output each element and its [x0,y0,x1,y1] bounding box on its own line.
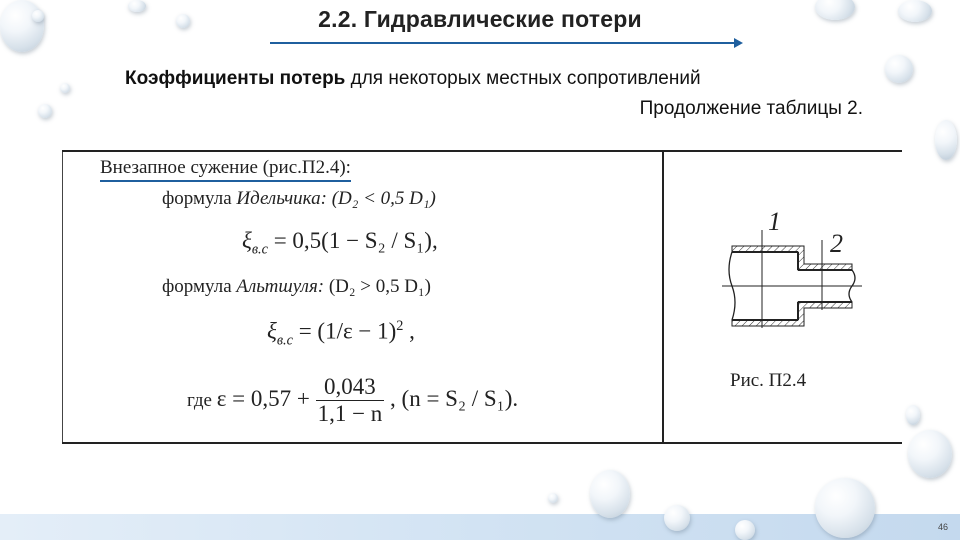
formula2-end: , [403,318,415,344]
formula1-rhs: = 0,5(1 − S₂ / S₁), [267,228,438,253]
figure-label-1: 1 [768,207,781,236]
formula2-subscript: в.с [276,332,293,349]
formula2-label: формула [162,276,237,297]
subtitle-bold-text: Коэффициенты потерь [125,68,346,89]
formula-idelchik-label [162,188,436,210]
water-drop-decoration [908,430,952,478]
figure-label-2: 2 [830,229,843,258]
where-label: где [187,389,217,411]
water-drop-decoration [735,520,755,540]
formula2-rhs: = (1/ε − 1) [292,318,397,344]
water-drop-decoration [885,55,913,83]
sudden-contraction-figure [712,200,872,330]
water-drop-decoration [60,83,70,93]
formula2-lhs: ξ [267,318,277,344]
formula-altshul [267,318,415,349]
table-left-border [62,152,63,442]
figure-caption: Рис. П2.4 [730,370,807,391]
epsilon-denominator: 1,1 − n [317,401,383,426]
water-drop-decoration [590,470,630,518]
formula1-name: Идельчика: [236,188,327,209]
slide-number: 46 [937,522,948,532]
formula1-label: формула [162,188,237,209]
slide-subtitle [125,68,701,90]
formula1-condition: (D₂ < 0,5 D₁) [326,188,436,209]
formula2-exponent: 2 [396,318,404,334]
epsilon-lhs: ε = 0,57 + [216,385,316,411]
title-underline [270,42,736,44]
formula-altshul-label [162,276,431,298]
subtitle-text: для некоторых местных сопротивлений [345,68,701,89]
formula-idelchik [242,228,438,259]
arrow-right-icon [734,38,743,48]
slide-title: 2.2. Гидравлические потери [318,6,642,32]
epsilon-tail: , (n = S₂ / S₁). [384,385,519,411]
table-heading: Внезапное сужение (рис.П2.4): [100,156,351,182]
table-continuation-note: Продолжение таблицы 2. [639,98,863,119]
formula-epsilon [187,374,518,427]
formula1-lhs: ξ [242,228,252,253]
table-column-divider [662,152,664,442]
formula2-name: Альтшуля: [236,276,325,297]
formula1-subscript: в.с [251,241,268,258]
water-drop-decoration [935,120,957,160]
water-drop-decoration [906,405,920,425]
epsilon-fraction [316,374,385,427]
coefficients-table [62,150,902,444]
formula2-condition: (D₂ > 0,5 D₁) [324,276,431,297]
water-drop-decoration [548,493,558,503]
water-drop-decoration [664,505,690,531]
water-drop-decoration [815,478,875,538]
water-drop-decoration [38,104,52,118]
epsilon-numerator: 0,043 [316,374,385,401]
